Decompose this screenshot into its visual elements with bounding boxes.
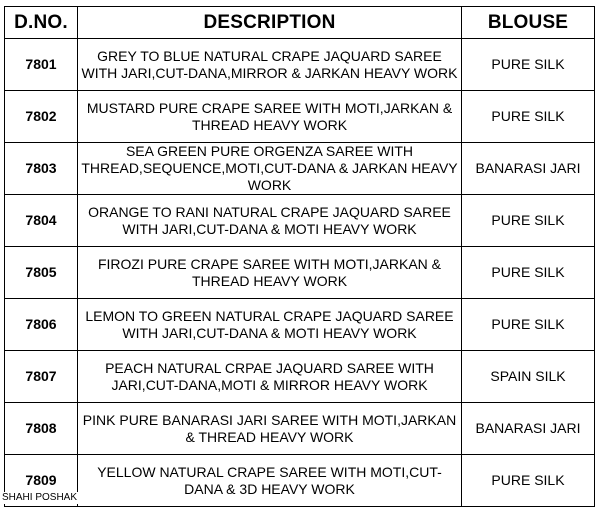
cell-blouse: PURE SILK — [462, 455, 595, 507]
cell-dno: 7805 — [5, 247, 78, 299]
cell-blouse: PURE SILK — [462, 247, 595, 299]
header-blouse: BLOUSE — [462, 7, 595, 39]
cell-dno: 7808 — [5, 403, 78, 455]
cell-description: LEMON TO GREEN NATURAL CRAPE JAQUARD SAREE WITH JARI,CUT-DANA & MOTI HEAVY WORK — [78, 299, 462, 351]
cell-description: PINK PURE BANARASI JARI SAREE WITH MOTI,JARKAN & THREAD HEAVY WORK — [78, 403, 462, 455]
cell-blouse: PURE SILK — [462, 195, 595, 247]
table-row — [5, 143, 595, 195]
table-row — [5, 91, 595, 143]
cell-dno: 7801 — [5, 39, 78, 91]
cell-dno: 7809 — [5, 455, 78, 507]
table-row — [5, 39, 595, 91]
cell-blouse: PURE SILK — [462, 299, 595, 351]
table-row — [5, 299, 595, 351]
cell-dno: 7807 — [5, 351, 78, 403]
cell-description: SEA GREEN PURE ORGENZA SAREE WITH THREAD,SEQUENCE,MOTI,CUT-DANA & JARKAN HEAVY WORK — [78, 143, 462, 195]
catalog-table — [4, 6, 595, 507]
cell-blouse: BANARASI JARI — [462, 143, 595, 195]
cell-description: ORANGE TO RANI NATURAL CRAPE JAQUARD SAREE WITH JARI,CUT-DANA & MOTI HEAVY WORK — [78, 195, 462, 247]
cell-blouse: BANARASI JARI — [462, 403, 595, 455]
cell-blouse: PURE SILK — [462, 39, 595, 91]
header-dno: D.NO. — [5, 7, 78, 39]
cell-blouse: SPAIN SILK — [462, 351, 595, 403]
cell-blouse: PURE SILK — [462, 91, 595, 143]
brand-watermark: SHAHI POSHAK — [2, 492, 78, 503]
cell-description: FIROZI PURE CRAPE SAREE WITH MOTI,JARKAN & THREAD HEAVY WORK — [78, 247, 462, 299]
table-row — [5, 247, 595, 299]
cell-dno: 7802 — [5, 91, 78, 143]
header-description: DESCRIPTION — [78, 7, 462, 39]
cell-description: PEACH NATURAL CRPAE JAQUARD SAREE WITH JARI,CUT-DANA,MOTI & MIRROR HEAVY WORK — [78, 351, 462, 403]
cell-dno: 7803 — [5, 143, 78, 195]
cell-description: YELLOW NATURAL CRAPE SAREE WITH MOTI,CUT-DANA & 3D HEAVY WORK — [78, 455, 462, 507]
table-row — [5, 195, 595, 247]
table-row — [5, 403, 595, 455]
table-row — [5, 455, 595, 507]
header-row — [5, 7, 595, 39]
cell-dno: 7804 — [5, 195, 78, 247]
cell-description: MUSTARD PURE CRAPE SAREE WITH MOTI,JARKAN & THREAD HEAVY WORK — [78, 91, 462, 143]
cell-description: GREY TO BLUE NATURAL CRAPE JAQUARD SAREE WITH JARI,CUT-DANA,MIRROR & JARKAN HEAVY WORK — [78, 39, 462, 91]
cell-dno: 7806 — [5, 299, 78, 351]
table-row — [5, 351, 595, 403]
